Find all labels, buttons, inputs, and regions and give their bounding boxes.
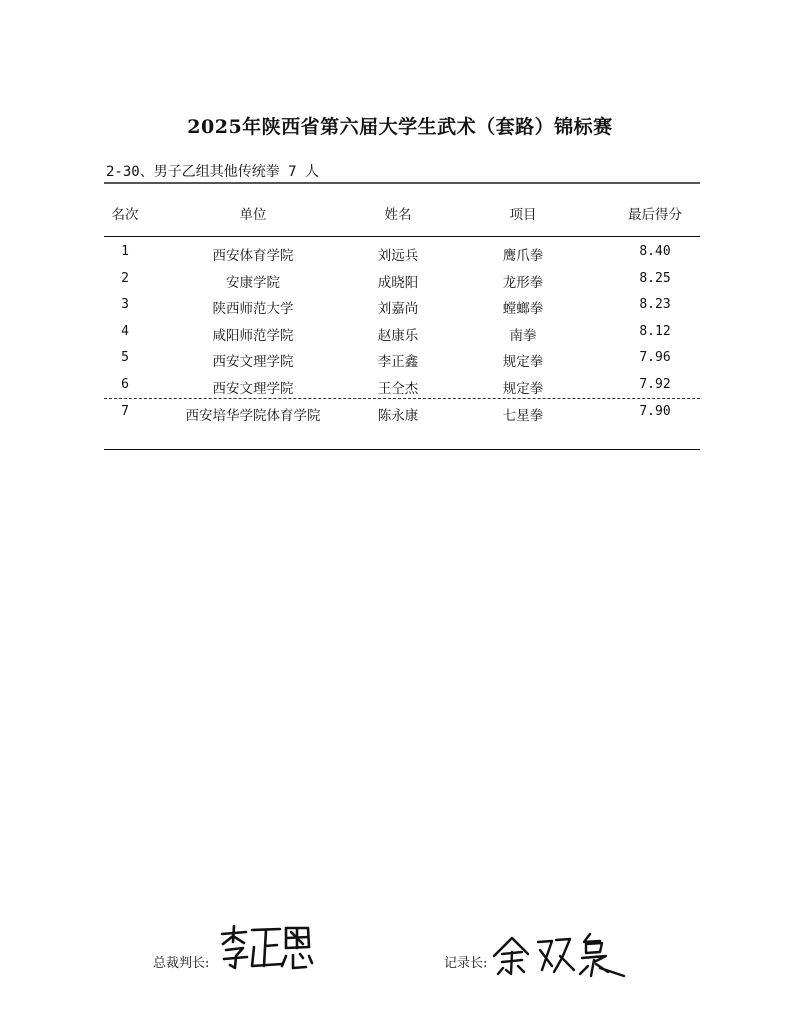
page-title: 2025年陕西省第六届大学生武术（套路）锦标赛 xyxy=(187,116,613,138)
score-cell: 8.23 xyxy=(639,297,671,312)
unit-cell: 西安文理学院 xyxy=(212,381,294,397)
recorder-signature xyxy=(490,930,630,980)
header-rank: 名次 xyxy=(111,207,139,223)
rank-cell: 4 xyxy=(121,324,129,339)
top-rule xyxy=(104,182,700,184)
header-score: 最后得分 xyxy=(628,207,682,223)
name-cell: 刘嘉尚 xyxy=(377,301,419,317)
name-cell: 赵康乐 xyxy=(377,328,419,344)
score-cell: 8.40 xyxy=(639,244,671,259)
event-cell: 规定拳 xyxy=(502,381,544,397)
name-cell: 陈永康 xyxy=(377,408,419,424)
score-cell: 7.96 xyxy=(639,350,671,365)
rank-cell: 2 xyxy=(121,271,129,286)
dashed-divider xyxy=(104,398,700,399)
name-cell: 王仝杰 xyxy=(377,381,419,397)
event-cell: 螳螂拳 xyxy=(502,301,544,317)
unit-cell: 西安文理学院 xyxy=(212,354,294,370)
unit-cell: 咸阳师范学院 xyxy=(212,328,294,344)
rank-cell: 7 xyxy=(121,404,129,419)
name-cell: 成晓阳 xyxy=(377,275,419,291)
event-cell: 鹰爪拳 xyxy=(502,248,544,264)
rank-cell: 1 xyxy=(121,244,129,259)
chief-referee-signature xyxy=(216,922,316,974)
header-event: 项目 xyxy=(509,207,537,223)
rank-cell: 6 xyxy=(121,377,129,392)
event-subtitle: 2-30、男子乙组其他传统拳 7 人 xyxy=(106,164,320,180)
event-cell: 规定拳 xyxy=(502,354,544,370)
score-cell: 8.12 xyxy=(639,324,671,339)
event-cell: 龙形拳 xyxy=(502,275,544,291)
name-cell: 刘远兵 xyxy=(377,248,419,264)
event-cell: 七星拳 xyxy=(502,408,544,424)
bottom-rule xyxy=(104,449,700,450)
unit-cell: 西安培华学院体育学院 xyxy=(185,408,321,424)
unit-cell: 安康学院 xyxy=(226,275,280,291)
unit-cell: 陕西师范大学 xyxy=(212,301,294,317)
header-rule xyxy=(104,236,700,237)
header-name: 姓名 xyxy=(384,207,412,223)
rank-cell: 5 xyxy=(121,350,129,365)
name-cell: 李正鑫 xyxy=(377,354,419,370)
rank-cell: 3 xyxy=(121,297,129,312)
recorder-label: 记录长: xyxy=(444,956,488,971)
score-cell: 7.90 xyxy=(639,404,671,419)
event-cell: 南拳 xyxy=(509,328,537,344)
score-cell: 8.25 xyxy=(639,271,671,286)
header-unit: 单位 xyxy=(239,207,267,223)
unit-cell: 西安体育学院 xyxy=(212,248,294,264)
chief-referee-label: 总裁判长: xyxy=(153,956,210,971)
score-cell: 7.92 xyxy=(639,377,671,392)
